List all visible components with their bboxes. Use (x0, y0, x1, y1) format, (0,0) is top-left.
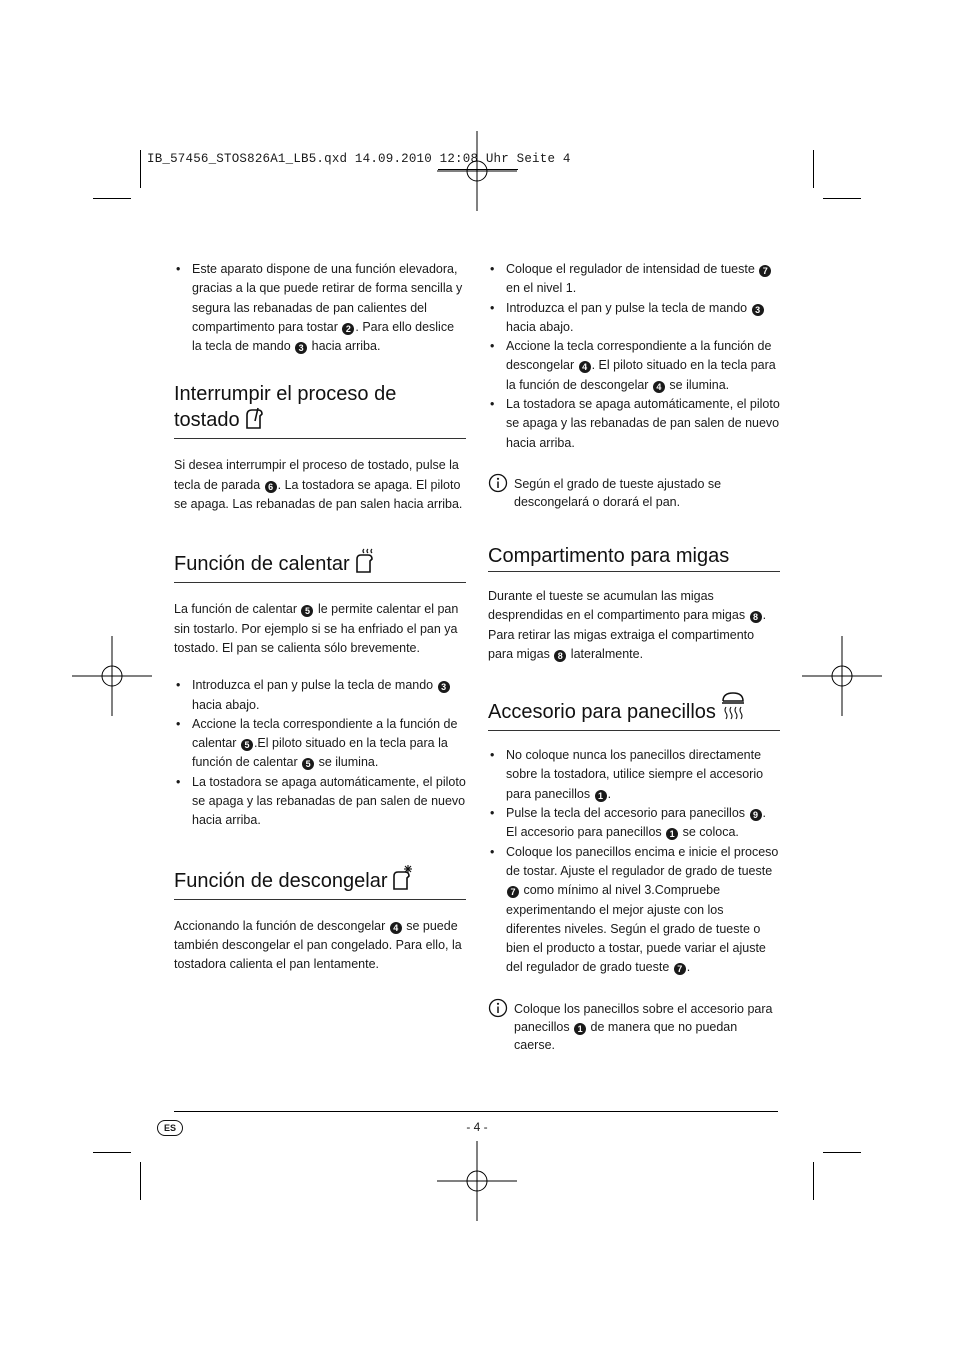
list-item: • La tostadora se apaga automáticamente, el piloto se apaga y las rebanadas de pan salen de nuevo hacia arriba. (490, 397, 780, 450)
info-icon (488, 473, 508, 493)
section-body: Accionando la función de descongelar 4 se puede también descongelar el pan congelado. Para ello, la tostadora calienta el pan lentamente. (174, 918, 462, 972)
registration-mark-icon (437, 1141, 517, 1221)
list-item: • No coloque nunca los panecillos directamente sobre la tostadora, utilice siempre el accesorio para panecillos 1 . (490, 748, 764, 801)
reference-number-badge: 3 (438, 681, 450, 693)
registration-mark-icon (437, 131, 517, 211)
crop-mark (813, 1162, 814, 1200)
registration-mark-icon (802, 636, 882, 716)
page-number: - 4 - (466, 1120, 488, 1134)
registration-mark-icon (72, 636, 152, 716)
section-body: Si desea interrumpir el proceso de tostado, pulse la tecla de parada 6 . La tostadora se apaga. El piloto se apaga. Las rebanadas de pan salen hacia arriba. (174, 458, 463, 512)
right-column (488, 260, 780, 1054)
reference-number-badge: 7 (759, 265, 771, 277)
list-item: • Accione la tecla correspondiente a la función de calentar 5 .El piloto situado en la tecla para la función de calentar 5 se ilumina. (176, 716, 458, 770)
reference-number-badge: 9 (750, 809, 762, 821)
reference-number-badge: 2 (342, 323, 354, 335)
list-item: • Pulse la tecla del accesorio para panecillos 9 . El accesorio para panecillos 1 se coloca. (490, 806, 766, 840)
section-heading-descongelar: Función de descongelar (174, 864, 466, 900)
info-note: Coloque los panecillos sobre el accesorio para panecillos 1 de manera que no puedan caerse. (488, 1000, 780, 1054)
footer-rule (174, 1111, 778, 1112)
crop-mark (813, 150, 814, 188)
info-icon (488, 998, 508, 1018)
calentar-steps (174, 676, 466, 830)
crop-mark (823, 1152, 861, 1153)
reference-number-badge: 3 (295, 342, 307, 354)
reference-number-badge: 4 (390, 922, 402, 934)
section-body: Durante el tueste se acumulan las migas desprendidas en el compartimento para migas 8 . Para retirar las migas extraiga el compartimento para migas 8 lateralmente. (488, 588, 767, 661)
list-item: • Este aparato dispone de una función elevadora, gracias a la que puede retirar de forma sencilla y segura las rebanadas de pan calientes del compartimento para tostar 2 . Para ello deslice la tecla de mando 3 hacia arriba. (176, 262, 463, 354)
warm-toast-icon (354, 547, 376, 580)
section-body: La función de calentar 5 le permite calentar el pan sin tostarlo. Por ejemplo si se ha enfriado el pan ya tostado. El pan se calienta sólo brevemente. (174, 602, 459, 655)
reference-number-badge: 8 (554, 650, 566, 662)
info-note: Según el grado de tueste ajustado se descongelará o dorará el pan. (488, 475, 780, 511)
reference-number-badge: 7 (674, 963, 686, 975)
list-item: • Accione la tecla correspondiente a la función de descongelar 4 . El piloto situado en la tecla para la función de descongelar 4 se ilumina. (490, 339, 776, 392)
reference-number-badge: 1 (666, 828, 678, 840)
list-item: • La tostadora se apaga automáticamente, el piloto se apaga y las rebanadas de pan salen de nuevo hacia arriba. (176, 774, 466, 828)
crop-mark (140, 1162, 141, 1200)
reference-number-badge: 1 (574, 1023, 586, 1035)
bun-rack-icon (720, 691, 746, 728)
panecillos-steps (488, 746, 780, 978)
left-column (174, 260, 466, 975)
language-badge: ES (157, 1120, 183, 1136)
reference-number-badge: 4 (653, 381, 665, 393)
crop-mark (140, 150, 141, 188)
list-item: • Introduzca el pan y pulse la tecla de mando 3 hacia abajo. (174, 676, 466, 715)
reference-number-badge: 7 (507, 886, 519, 898)
print-slug: IB_57456_STOS826A1_LB5.qxd 14.09.2010 12:08 Uhr Seite 4 (147, 152, 571, 166)
reference-number-badge: 4 (579, 361, 591, 373)
section-heading-panecillos: Accesorio para panecillos (488, 691, 780, 731)
reference-number-badge: 5 (241, 739, 253, 751)
reference-number-badge: 3 (752, 304, 764, 316)
reference-number-badge: 1 (595, 790, 607, 802)
defrost-toast-icon (391, 864, 415, 897)
crop-mark (93, 198, 131, 199)
stop-toast-icon (244, 407, 264, 436)
section-heading-interrumpir: Interrumpir el proceso de tostado (174, 381, 466, 439)
descongelar-steps (488, 260, 780, 453)
list-item: • Coloque los panecillos encima e inicie el proceso de tostar. Ajuste el regulador de grado de tueste 7 como mínimo al nivel 3.Compruebe experimentando el mejor ajuste con los diferentes niveles. Según el grado de tueste o bien el producto a tostar, puede variar el ajuste del regulador de grado tueste 7 . (490, 844, 779, 975)
reference-number-badge: 8 (750, 611, 762, 623)
section-heading-migas: Compartimento para migas (488, 543, 780, 572)
reference-number-badge: 5 (301, 605, 313, 617)
crop-mark (93, 1152, 131, 1153)
section-heading-calentar: Función de calentar (174, 547, 466, 583)
list-item: • Coloque el regulador de intensidad de tueste 7 en el nivel 1. (488, 260, 780, 299)
reference-number-badge: 5 (302, 758, 314, 770)
reference-number-badge: 6 (265, 481, 277, 493)
crop-mark (823, 198, 861, 199)
list-item: • Introduzca el pan y pulse la tecla de mando 3 hacia abajo. (488, 299, 780, 338)
